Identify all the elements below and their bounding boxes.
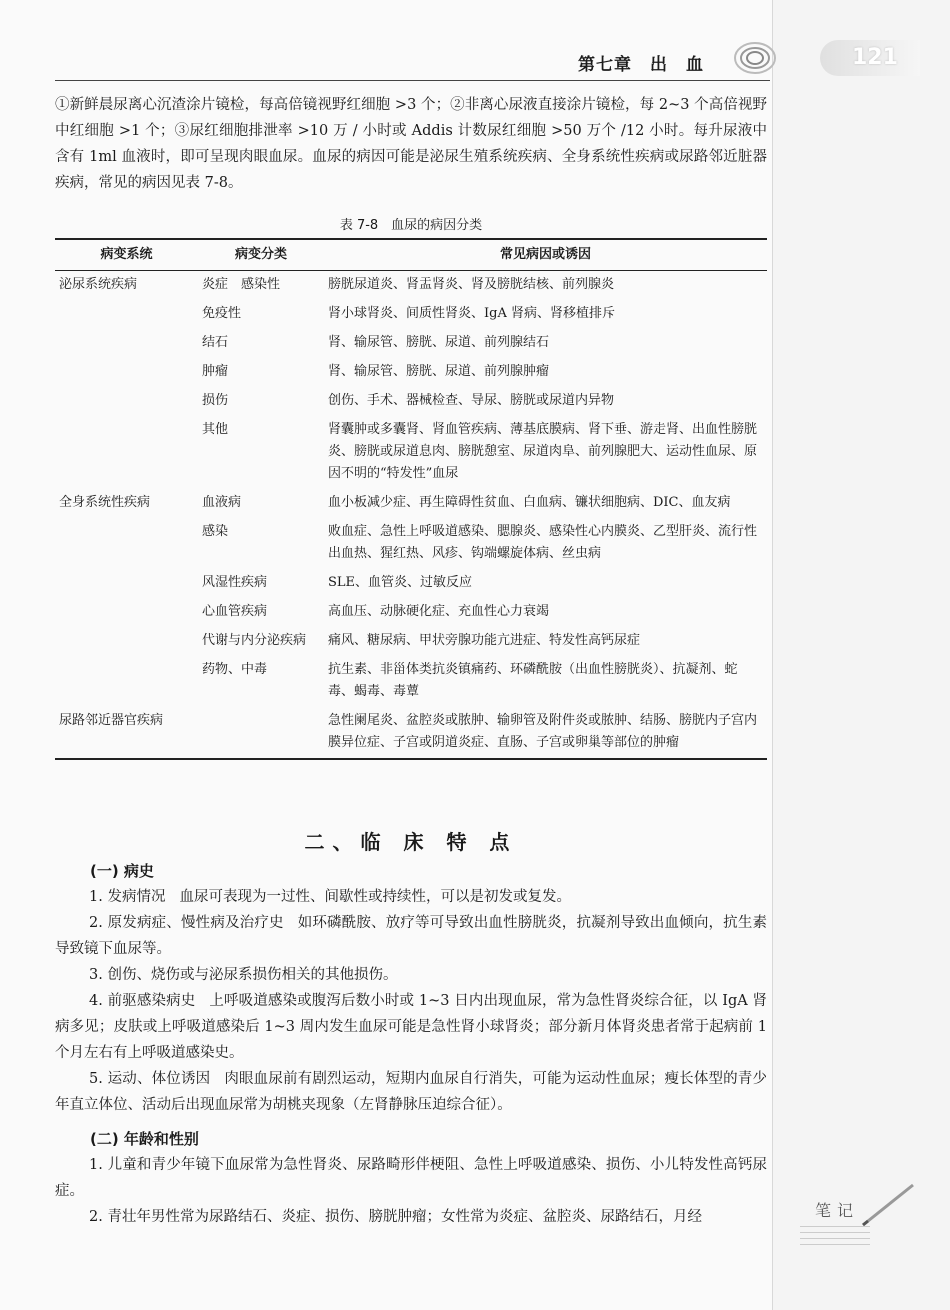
history-items bbox=[55, 884, 767, 1118]
table-row bbox=[55, 598, 767, 627]
table-cell: 感染 bbox=[202, 524, 229, 539]
table-cell: 炎症 感染性 bbox=[202, 277, 281, 292]
table-cell bbox=[55, 627, 198, 656]
table-row bbox=[55, 489, 767, 518]
table-cell: 膀胱尿道炎、肾盂肾炎、肾及膀胱结核、前列腺炎 bbox=[328, 277, 615, 292]
table-cell: 心血管疾病 bbox=[202, 604, 268, 619]
item-text: 血尿可表现为一过性、间歇性或持续性，可以是初发或复发。 bbox=[179, 889, 571, 905]
table-cell: 肾、输尿管、膀胱、尿道、前列腺结石 bbox=[328, 335, 550, 350]
item-title: 2. 原发病症、慢性病及治疗史 bbox=[89, 915, 284, 931]
table-cell: 损伤 bbox=[202, 393, 229, 408]
table-cell: 药物、中毒 bbox=[202, 662, 268, 677]
table-cell: 肾、输尿管、膀胱、尿道、前列腺肿瘤 bbox=[328, 364, 550, 379]
table-header-row bbox=[55, 239, 767, 271]
table-cell: 风湿性疾病 bbox=[202, 575, 268, 590]
table-cell: 血小板减少症、再生障碍性贫血、白血病、镰状细胞病、DIC、血友病 bbox=[328, 495, 731, 510]
margin-divider bbox=[772, 0, 773, 1310]
item-text: 1. 儿童和青少年镜下血尿常为急性肾炎、尿路畸形伴梗阻、急性上呼吸道感染、损伤、小儿特发性高钙尿症。 bbox=[55, 1157, 767, 1199]
table-cell: 免疫性 bbox=[202, 306, 242, 321]
table-row bbox=[55, 329, 767, 358]
item-title: 1. 发病情况 bbox=[89, 889, 166, 905]
table-cell: 代谢与内分泌疾病 bbox=[202, 633, 307, 648]
table-cell: 抗生素、非甾体类抗炎镇痛药、环磷酰胺（出血性膀胱炎）、抗凝剂、蛇毒、蝎毒、毒蕈 bbox=[328, 662, 738, 699]
notes-label: 笔记 bbox=[815, 1201, 860, 1220]
table-cell: SLE、血管炎、过敏反应 bbox=[328, 575, 473, 590]
table-header-cell: 病变系统 bbox=[55, 239, 198, 271]
table-cell bbox=[55, 598, 198, 627]
pen-icon bbox=[858, 1180, 918, 1230]
table-row bbox=[55, 518, 767, 569]
table-row bbox=[55, 358, 767, 387]
table-cell bbox=[55, 569, 198, 598]
table-cell: 高血压、动脉硬化症、充血性心力衰竭 bbox=[328, 604, 550, 619]
item-text: 3. 创伤、烧伤或与泌尿系损伤相关的其他损伤。 bbox=[89, 967, 398, 983]
table-cell bbox=[55, 329, 198, 358]
chapter-header: 第七章 出 血 bbox=[578, 55, 704, 75]
item-text: 肉眼血尿前有剧烈运动，短期内血尿自行消失，可能为运动性血尿；瘦长体型的青少年直立体位、活动后出现血尿常为胡桃夹现象（左肾静脉压迫综合征）。 bbox=[55, 1071, 767, 1113]
table-row bbox=[55, 300, 767, 329]
table-cell: 肾小球肾炎、间质性肾炎、IgA 肾病、肾移植排斥 bbox=[328, 306, 615, 321]
table-cell: 肾囊肿或多囊肾、肾血管疾病、薄基底膜病、肾下垂、游走肾、出血性膀胱炎、膀胱或尿道息肉、膀胱憩室、尿道肉阜、前列腺肥大、运动性血尿、原因不明的“特发性”血尿 bbox=[328, 422, 758, 481]
age-sex-items bbox=[55, 1152, 767, 1230]
section-title: 二、临 床 特 点 bbox=[304, 830, 518, 854]
table-row bbox=[55, 707, 767, 759]
subsection-heading-history: (一) 病史 bbox=[90, 862, 154, 880]
table-cell: 血液病 bbox=[202, 495, 242, 510]
list-item bbox=[55, 1152, 767, 1204]
item-text: 如环磷酰胺、放疗等可导致出血性膀胱炎，抗凝剂导致出血倾向，抗生素导致镜下血尿等。 bbox=[55, 915, 768, 957]
table-row bbox=[55, 627, 767, 656]
table-cell bbox=[55, 656, 198, 707]
page-number: 121 bbox=[852, 45, 898, 70]
table-cell: 尿路邻近器官疾病 bbox=[55, 707, 198, 759]
intro-paragraph: ①新鲜晨尿离心沉渣涂片镜检，每高倍镜视野红细胞 >3 个；②非离心尿液直接涂片镜检，每 2~3 个高倍视野中红细胞 >1 个；③尿红细胞排泄率 >10 万 / 小时或 Addis 计数尿红细胞 >50 万个 /12 小时。每升尿液中含有 1ml 血液时，即可呈现肉眼血尿。血尿的病因可能是泌尿生殖系统疾病、全身系统性疾病或尿路邻近脏器疾病，常见的病因见表 7-8。 bbox=[55, 97, 767, 191]
hematuria-causes-table bbox=[55, 238, 767, 760]
list-item bbox=[55, 884, 767, 910]
notes-margin bbox=[773, 0, 950, 1310]
table-row bbox=[55, 271, 767, 301]
table-cell: 败血症、急性上呼吸道感染、腮腺炎、感染性心内膜炎、乙型肝炎、流行性出血热、猩红热、风疹、钩端螺旋体病、丝虫病 bbox=[328, 524, 758, 561]
table-row bbox=[55, 656, 767, 707]
table-cell: 痛风、糖尿病、甲状旁腺功能亢进症、特发性高钙尿症 bbox=[328, 633, 641, 648]
table-cell: 结石 bbox=[202, 335, 229, 350]
table-header-cell: 病变分类 bbox=[198, 239, 324, 271]
table-cell bbox=[55, 358, 198, 387]
notes-lines bbox=[800, 1226, 870, 1250]
list-item bbox=[55, 1204, 767, 1230]
subsection-heading-age-sex: (二) 年龄和性别 bbox=[90, 1130, 199, 1148]
table-cell bbox=[55, 416, 198, 489]
list-item bbox=[55, 910, 767, 962]
table-cell bbox=[198, 707, 324, 759]
list-item bbox=[55, 1066, 767, 1118]
table-cell: 创伤、手术、器械检查、导尿、膀胱或尿道内异物 bbox=[328, 393, 615, 408]
table-caption: 表 7-8 血尿的病因分类 bbox=[339, 218, 483, 233]
table-cell: 急性阑尾炎、盆腔炎或脓肿、输卵管及附件炎或脓肿、结肠、膀胱内子宫内膜异位症、子宫或阴道炎症、直肠、子宫或卵巢等部位的肿瘤 bbox=[324, 707, 767, 759]
spiral-logo-icon bbox=[732, 38, 778, 78]
table-cell bbox=[55, 387, 198, 416]
list-item bbox=[55, 962, 767, 988]
table-cell: 泌尿系统疾病 bbox=[59, 277, 138, 292]
table-cell bbox=[55, 518, 198, 569]
table-cell: 其他 bbox=[202, 422, 229, 437]
header-rule bbox=[55, 80, 770, 81]
table-cell bbox=[55, 300, 198, 329]
table-header-cell: 常见病因或诱因 bbox=[324, 239, 767, 271]
item-title: 5. 运动、体位诱因 bbox=[89, 1071, 211, 1087]
table-row bbox=[55, 416, 767, 489]
list-item bbox=[55, 988, 767, 1066]
table-cell: 肿瘤 bbox=[202, 364, 229, 379]
item-text: 上呼吸道感染或腹泻后数小时或 1~3 日内出现血尿，常为急性肾炎综合征，以 IgA 肾病多见；皮肤或上呼吸道感染后 1~3 周内发生血尿可能是急性肾小球肾炎；部分新月体肾炎患者常于起病前 1 个月左右有上呼吸道感染史。 bbox=[55, 993, 767, 1061]
table-cell: 全身系统性疾病 bbox=[59, 495, 151, 510]
table-row bbox=[55, 387, 767, 416]
table-row bbox=[55, 569, 767, 598]
item-title: 4. 前驱感染病史 bbox=[89, 993, 196, 1009]
item-text: 2. 青壮年男性常为尿路结石、炎症、损伤、膀胱肿瘤；女性常为炎症、盆腔炎、尿路结石，月经 bbox=[89, 1209, 702, 1225]
